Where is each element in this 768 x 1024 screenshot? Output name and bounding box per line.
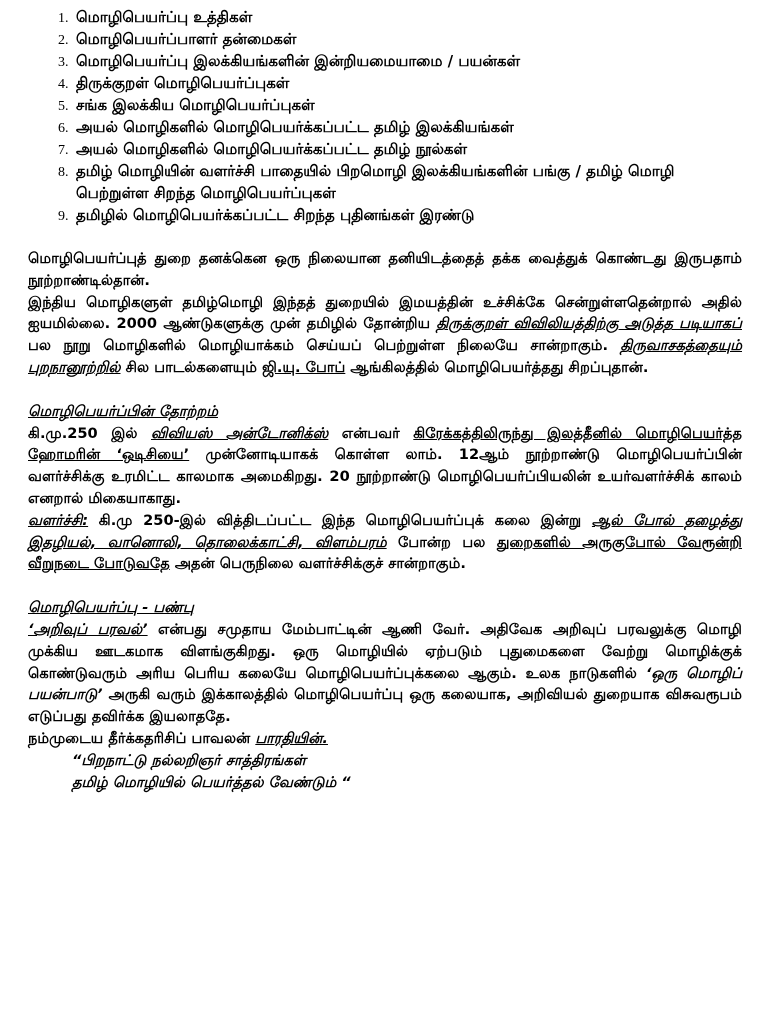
topic-item: 8. தமிழ் மொழியின் வளர்ச்சி பாதையில் பிறமொழி இலக்கியங்களின் பங்கு / தமிழ் மொழி பெற்றுள்ள சிறந்த மொழிபெயர்ப்புகள் [72, 160, 742, 204]
text-run: அருகி வரும் இக்காலத்தில் மொழிபெயர்ப்பு ஒரு கலையாக, அறிவியல் துறையாக விசுவரூபம் எடுப்பது தவிர்க்க இயலாததே. [28, 686, 742, 726]
topic-item: 7. அயல் மொழிகளில் மொழிபெயர்க்கப்பட்ட தமிழ் நூல்கள் [72, 138, 742, 160]
origin-paragraph [28, 423, 742, 510]
text-run: நம்முடைய தீர்க்கதரிசிப் பாவலன் [28, 729, 256, 747]
odyssey-highlight: கிரேக்கத்திலிருந்து இலத்தீனில் மொழிபெயர்த்த ஹோமரின் ‘ஒடிசியை’ [28, 424, 743, 464]
roots-highlight: துறைகளில் அருகுபோல் வேரூன்றி வீறுநடை போடுவதே [28, 533, 742, 573]
spacer [28, 226, 742, 248]
text-run: இந்திய மொழிகளுள் தமிழ்மொழி இந்தத் துறையில் இமயத்தின் உச்சிக்கே சென்றுள்ளதென்றால் அதில் ஐயமில்லை. 2000 ஆண்டுகளுக்கு முன் தமிழில் தோன்றிய [28, 293, 742, 333]
text-run: பல நூறு மொழிகளில் மொழியாக்கம் செய்யப் பெற்றுள்ள நிலையே சான்றாகும். [28, 337, 621, 355]
topic-item: 5. சங்க இலக்கிய மொழிபெயர்ப்புகள் [72, 94, 742, 116]
translator-name: விவியஸ் அன்டோனிக்ஸ் [151, 424, 329, 442]
media-highlight: ஆல் போல் தழைத்து இதழியல், வானொலி, தொலைக்காட்சி, விளம்பரம் [28, 511, 742, 551]
text-run: ஆங்கிலத்தில் மொழிபெயர்த்தது சிறப்புதான். [345, 358, 649, 376]
topic-list [28, 6, 742, 226]
topic-item: 9. தமிழில் மொழிபெயர்க்கப்பட்ட சிறந்த புதினங்கள் இரண்டு [72, 204, 742, 226]
text-run: கி.மு 250-இல் வித்திடப்பட்ட இந்த மொழிபெயர்ப்புக் கலை இன்று [88, 511, 592, 529]
text-run: கி.மு.250 இல் [28, 424, 151, 442]
thiruvasagam-highlight: திருவாசகத்தையும் புறநானூற்றில் [28, 337, 742, 376]
spacer [28, 575, 742, 597]
knowledge-spread-highlight: ‘அறிவுப் பரவல்’ [28, 620, 148, 638]
topic-item: 4. திருக்குறள் மொழிபெயர்ப்புகள் [72, 72, 742, 94]
thirukkural-highlight: திருக்குறள் விவிலியத்திற்கு அடுத்த படியாகப் [436, 315, 742, 333]
topic-item: 2. மொழிபெயர்ப்பாளர் தன்மைகள் [72, 28, 742, 50]
text-run: அதன் பெருநிலை வளர்ச்சிக்குச் சான்றாகும். [169, 555, 466, 573]
bharathi-line [28, 728, 742, 750]
growth-paragraph [28, 510, 742, 575]
topic-item: 1. மொழிபெயர்ப்பு உத்திகள் [72, 6, 742, 28]
intro-paragraph-1: மொழிபெயர்ப்புத் துறை தனக்கென ஒரு நிலையான தனியிடத்தைத் தக்க வைத்துக் கொண்டது இருபதாம் நூற்றாண்டில்தான். [28, 250, 742, 289]
text-run: போன்ற பல [386, 533, 497, 551]
text-run: என்பது சமுதாய மேம்பாட்டின் ஆணி வேர். அதிவேக அறிவுப் பரவலுக்கு மொழி முக்கிய ஊடகமாக விளங்குகிறது. ஒரு மொழியில் ஏற்படும் புதுமைகளை வேற்று மொழிக்குக் கொண்டுவரும் அரிய பெரிய கலையே மொழிபெயர்ப்புக்கலை ஆகும். உலக நாடுகளில் [28, 620, 743, 682]
one-language-highlight: ‘ஒரு மொழிப் பயன்பாடு’ [28, 664, 742, 704]
quote-line-2: தமிழ் மொழியில் பெயர்த்தல் வேண்டும் “ [72, 773, 351, 791]
topic-item: 3. மொழிபெயர்ப்பு இலக்கியங்களின் இன்றியமையாமை / பயன்கள் [72, 50, 742, 72]
text-run: சில பாடல்களையும் [120, 358, 263, 376]
spacer [28, 379, 742, 401]
gu-pope-highlight: ஜி.யு. போப் [262, 358, 346, 376]
culture-paragraph [28, 619, 742, 728]
text-run: முன்னோடியாகக் கொள்ள லாம். 12ஆம் நூற்றாண்டு மொழிபெயர்ப்பின் வளர்ச்சிக்கு உரமிட்ட காலமாக அமைகிறது. 20 நூற்றாண்டு மொழிபெயர்ப்பியலின் உயர்வளர்ச்சிக் காலம் எனறால் மிகையாகாது. [28, 446, 742, 507]
growth-label: வளர்ச்சி: [28, 511, 89, 529]
section-heading-culture: மொழிபெயர்ப்பு - பண்பு [28, 599, 194, 617]
intro-paragraph-2 [28, 292, 742, 379]
quote-line-1: “பிறநாட்டு நல்லறிஞர் சாத்திரங்கள் [72, 751, 306, 769]
bharathi-name: பாரதியின். [255, 729, 328, 747]
text-run: என்பவர் [328, 424, 414, 442]
topic-item: 6. அயல் மொழிகளில் மொழிபெயர்க்கப்பட்ட தமிழ் இலக்கியங்கள் [72, 116, 742, 138]
section-heading-origin: மொழிபெயர்ப்பின் தோற்றம் [28, 402, 218, 420]
